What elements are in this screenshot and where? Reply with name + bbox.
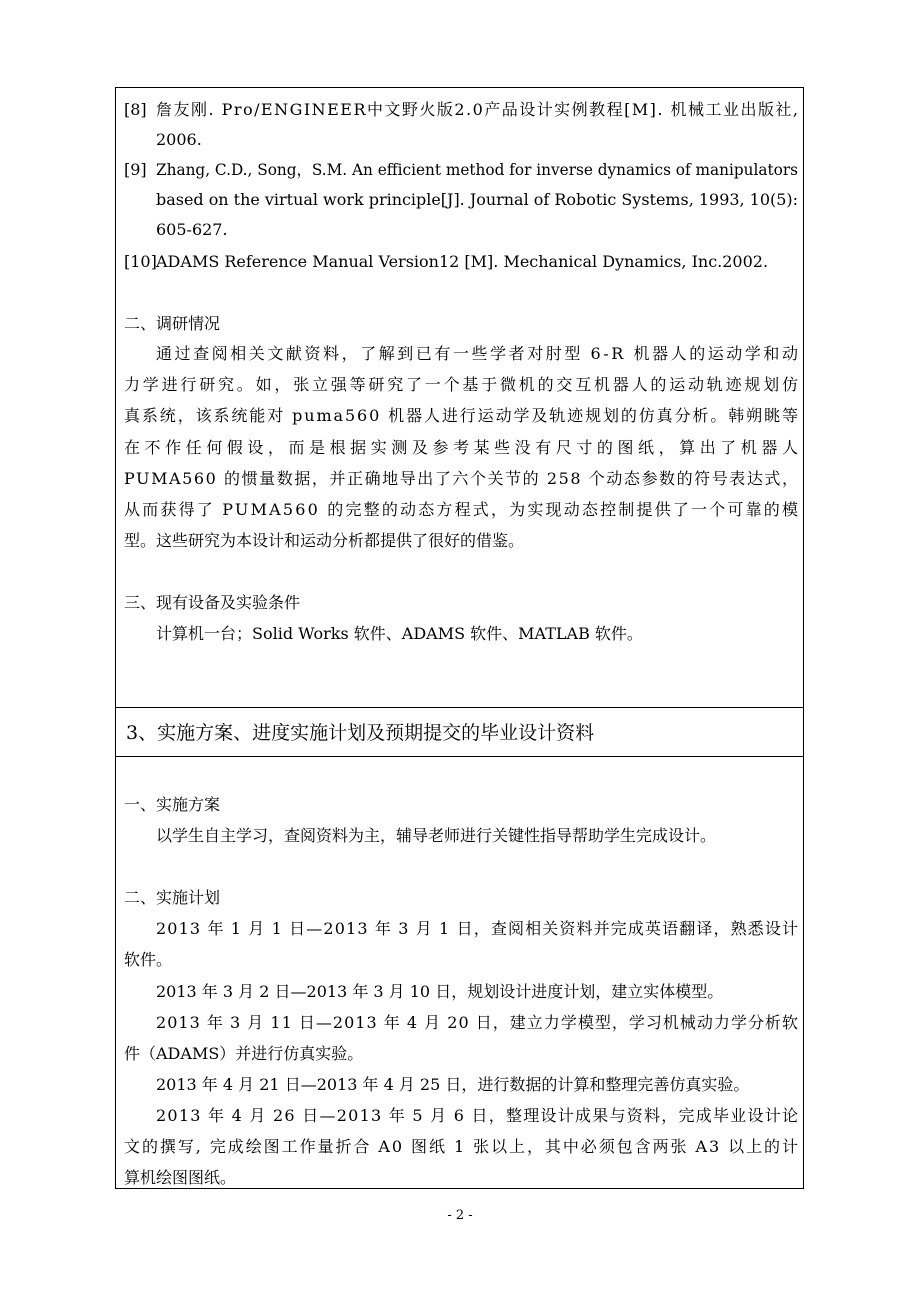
research-line: 通过查阅相关文献资料，了解到已有一些学者对肘型 6-R 机器人的运动学和动 [156, 344, 801, 363]
equipment-line: 计算机一台；Solid Works 软件、ADAMS 软件、MATLAB 软件。 [156, 624, 643, 643]
ref-line: 605-627. [156, 220, 228, 239]
schedule-line: 2013 年 4 月 26 日—2013 年 5 月 6 日，整理设计成果与资料，完成毕业设计论 [156, 1106, 800, 1125]
schedule-heading: 二、实施计划 [124, 888, 221, 907]
ref-line: 2006. [156, 130, 202, 149]
schedule-line: 2013 年 3 月 11 日—2013 年 4 月 20 日，建立力学模型，学习机械动力学分析软 [156, 1013, 799, 1032]
research-line: PUMA560 的惯量数据，并正确地导出了六个关节的 258 个动态参数的符号表达式， [124, 469, 800, 488]
research-line: 真系统，该系统能对 puma560 机器人进行运动学及轨迹规划的仿真分析。韩朔眺等 [124, 406, 800, 425]
ref-line: Zhang, C.D., Song，S.M. An efficient method for inverse dynamics of manipulators [156, 160, 798, 179]
page-number: - 2 - [447, 1208, 473, 1223]
ref-line: based on the virtual work principle[J]. Journal of Robotic Systems, 1993, 10(5): [156, 190, 798, 209]
schedule-line: 2013 年 3 月 2 日—2013 年 3 月 10 日，规划设计进度计划，建立实体模型。 [156, 982, 724, 1001]
equipment-heading: 三、现有设备及实验条件 [124, 593, 301, 612]
plan-cell [115, 757, 804, 1189]
ref-line: ADAMS Reference Manual Version12 [M]. Mechanical Dynamics, Inc.2002. [156, 252, 769, 271]
research-line: 在不作任何假设，而是根据实测及参考某些没有尺寸的图纸，算出了机器人 [124, 438, 803, 457]
references-research-cell [115, 87, 804, 707]
ref-number: [8] [124, 100, 147, 119]
ref-number: [10] [124, 252, 157, 271]
schedule-line: 软件。 [124, 950, 173, 969]
research-heading: 二、调研情况 [124, 314, 221, 333]
section3-title-cell [115, 707, 804, 757]
research-line: 型。这些研究为本设计和运动分析都提供了很好的借鉴。 [124, 531, 525, 550]
ref-number: [9] [124, 160, 147, 179]
research-line: 力学进行研究。如，张立强等研究了一个基于微机的交互机器人的运动轨迹规划仿 [124, 375, 801, 394]
schedule-line: 文的撰写, 完成绘图工作量折合 A0 图纸 1 张以上，其中必须包含两张 A3 以上的计 [124, 1137, 800, 1156]
scheme-line: 以学生自主学习，查阅资料为主，辅导老师进行关键性指导帮助学生完成设计。 [156, 826, 717, 845]
research-line: 从而获得了 PUMA560 的完整的动态方程式，为实现动态控制提供了一个可靠的模 [124, 500, 801, 519]
schedule-line: 算机绘图图纸。 [124, 1168, 237, 1187]
scheme-heading: 一、实施方案 [124, 795, 221, 814]
schedule-line: 件（ADAMS）并进行仿真实验。 [124, 1044, 364, 1063]
schedule-line: 2013 年 4 月 21 日—2013 年 4 月 25 日，进行数据的计算和整理完善仿真实验。 [156, 1075, 750, 1094]
section3-title: 3、实施方案、进度实施计划及预期提交的毕业设计资料 [126, 722, 595, 744]
ref-line: 詹友刚. Pro/ENGINEER中文野火版2.0产品设计实例教程[M]. 机械工业出版社, [156, 100, 800, 119]
schedule-line: 2013 年 1 月 1 日—2013 年 3 月 1 日，查阅相关资料并完成英语翻译，熟悉设计 [156, 919, 800, 938]
